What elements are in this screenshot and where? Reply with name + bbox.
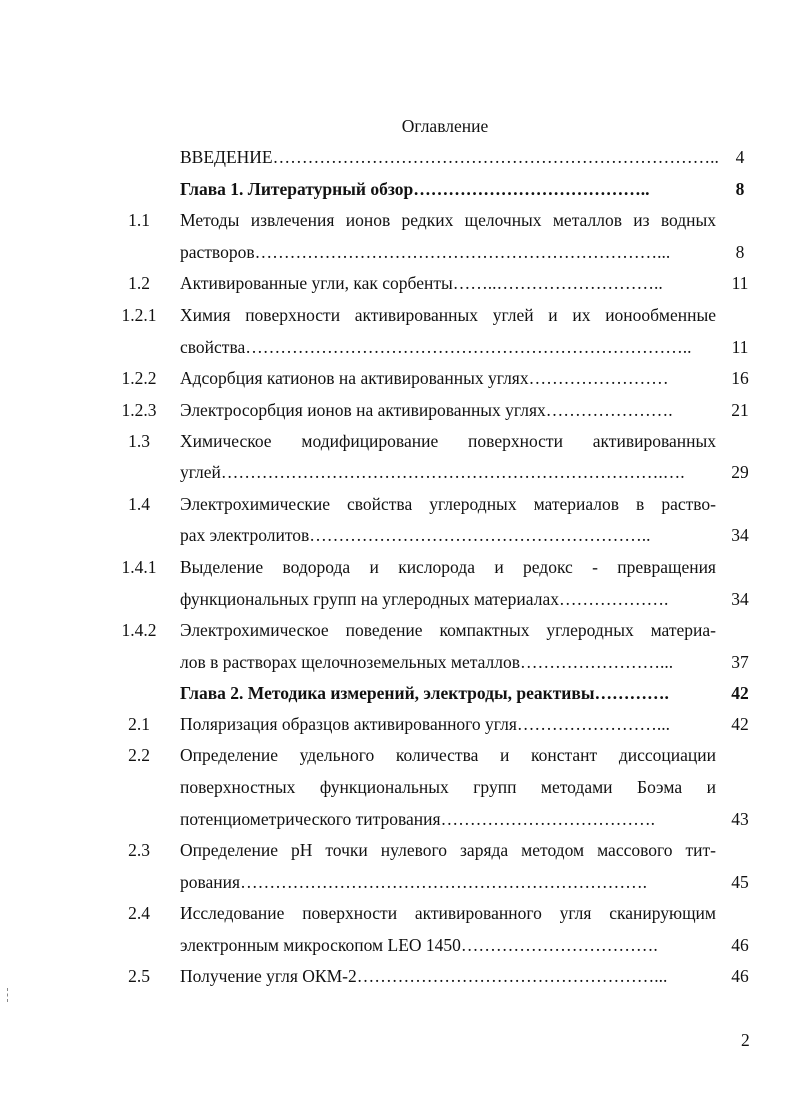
toc-entry-page: 29 (731, 462, 749, 482)
toc-entry-text: Определение pH точки нулевого заряда методом массового тит- (180, 840, 716, 860)
toc-entry-page: 42 (731, 683, 749, 703)
toc-entry-text: углей………………………………………………………………….…. (180, 462, 685, 482)
toc-entry-text: рах электролитов………………………………………………….. (180, 525, 651, 545)
toc-entry-text: функциональных групп на углеродных материалах………………. (180, 589, 669, 609)
margin-mark (7, 988, 9, 1002)
toc-entry-number: 1.2 (128, 273, 150, 293)
toc-entry-page: 21 (731, 400, 749, 420)
toc-entry-number: 1.1 (128, 210, 150, 230)
toc-entry-text: Электрохимические свойства углеродных материалов в раство- (180, 494, 716, 514)
toc-entry-text: Электрохимическое поведение компактных углеродных материа- (180, 620, 716, 640)
toc-entry-number: 1.4.1 (121, 557, 157, 577)
toc-entry-number: 1.2.1 (121, 305, 157, 325)
toc-entry-number: 2.2 (128, 745, 150, 765)
toc-entry-number: 1.2.2 (121, 368, 157, 388)
toc-entry-page: 46 (731, 935, 749, 955)
toc-entry-page: 8 (735, 242, 745, 262)
toc-entry-page: 11 (731, 337, 749, 357)
toc-entry-page: 4 (735, 147, 745, 167)
toc-entry-text: Химическое модифицирование поверхности активированных (180, 431, 716, 451)
toc-entry-page: 16 (731, 368, 749, 388)
toc-entry-text: Определение удельного количества и констант диссоциации (180, 745, 716, 765)
toc-entry-number: 2.4 (128, 903, 150, 923)
toc-entry-number: 1.4 (128, 494, 150, 514)
toc-entry-page: 45 (731, 872, 749, 892)
toc-entry-number: 2.3 (128, 840, 150, 860)
toc-entry-page: 11 (731, 273, 749, 293)
toc-entry-page: 43 (731, 809, 749, 829)
toc-entry-page: 34 (731, 525, 749, 545)
toc-entry-text: поверхностных функциональных групп методами Боэма и (180, 777, 716, 797)
toc-entry-number: 1.2.3 (121, 400, 157, 420)
toc-entry-text: лов в растворах щелочноземельных металлов……………………... (180, 652, 674, 672)
toc-entry-number: 1.3 (128, 431, 150, 451)
toc-entry-page: 37 (731, 652, 749, 672)
toc-entry-text: Адсорбция катионов на активированных углях…………………… (180, 368, 669, 388)
toc-entry-text: Получение угля ОКМ-2……………………………………………... (180, 966, 668, 986)
toc-entry-text: ВВЕДЕНИЕ………………………………………………………………….. (180, 147, 719, 167)
toc-entry-text: свойства………………………………………………………………….. (180, 337, 692, 357)
toc-entry-number: 2.1 (128, 714, 150, 734)
toc-entry-text: Глава 2. Методика измерений, электроды, реактивы…………. (180, 683, 669, 703)
toc-entry-text: Химия поверхности активированных углей и их ионообменные (180, 305, 716, 325)
toc-entry-text: Поляризация образцов активированного угля……………………... (180, 714, 670, 734)
toc-title: Оглавление (401, 116, 489, 136)
toc-entry-text: Глава 1. Литературный обзор………………………………….. (180, 179, 650, 199)
toc-entry-text: Исследование поверхности активированного угля сканирующим (180, 903, 716, 923)
toc-entry-text: потенциометрического титрования………………………………. (180, 809, 655, 829)
toc-entry-text: рования……………………………………………………………. (180, 872, 647, 892)
toc-entry-text: растворов……………………………………………………………... (180, 242, 671, 262)
toc-entry-number: 2.5 (128, 966, 150, 986)
toc-entry-text: Активированные угли, как сорбенты……..……………………….. (180, 273, 663, 293)
toc-entry-text: электронным микроскопом LEO 1450……………………………. (180, 935, 658, 955)
toc-entry-page: 34 (731, 589, 749, 609)
page-number: 2 (741, 1030, 750, 1050)
toc-entry-page: 46 (731, 966, 749, 986)
toc-entry-text: Электросорбция ионов на активированных углях…………………. (180, 400, 673, 420)
toc-entry-page: 42 (731, 714, 749, 734)
toc-entry-text: Методы извлечения ионов редких щелочных металлов из водных (180, 210, 716, 230)
toc-entry-number: 1.4.2 (121, 620, 157, 640)
toc-entry-page: 8 (735, 179, 745, 199)
toc-entry-text: Выделение водорода и кислорода и редокс - превращения (180, 557, 716, 577)
